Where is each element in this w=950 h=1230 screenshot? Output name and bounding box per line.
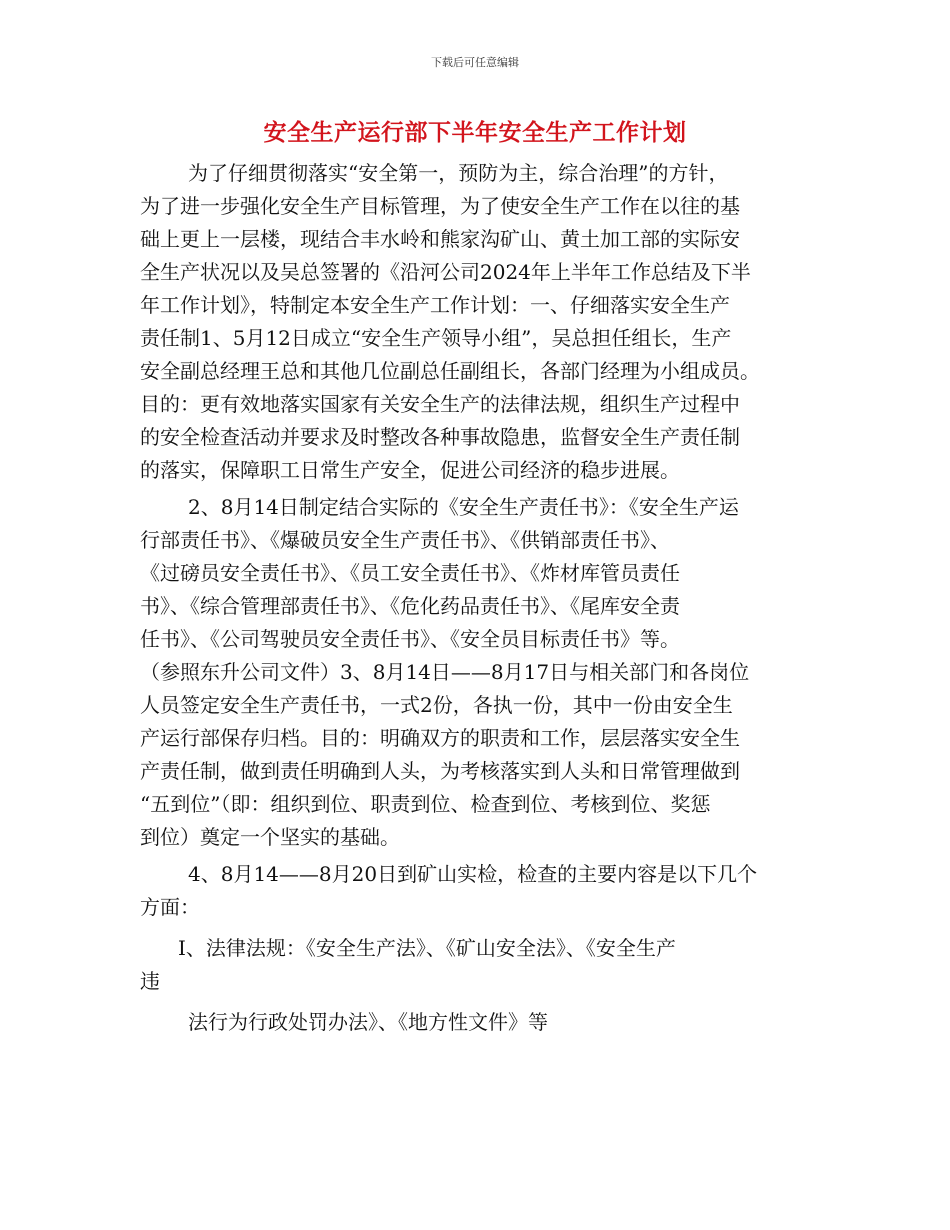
text-line: Ⅰ、法律法规：《安全生产法》、《矿山安全法》、《安全生产 [178, 936, 676, 960]
text-line: 书》、《综合管理部责任书》、《危化药品责任书》、《尾库安全责 [140, 594, 680, 618]
text-line: 为了仔细贯彻落实“安全第一，预防为主，综合治理”的方针， [188, 161, 729, 185]
text-line: 为了进一步强化安全生产目标管理，为了使安全生产工作在以往的基 [140, 194, 740, 218]
text-line: 全生产状况以及吴总签署的《沿河公司2024年上半年工作总结及下半 [140, 260, 751, 284]
text-line: 的安全检查活动并要求及时整改各种事故隐患，监督安全生产责任制 [140, 425, 740, 449]
text-line: 的落实，保障职工日常生产安全，促进公司经济的稳步进展。 [140, 458, 680, 482]
text-line: 行部责任书》、《爆破员安全生产责任书》、《供销部责任书》、 [140, 528, 670, 552]
text-line: 目的：更有效地落实国家有关安全生产的法律法规，组织生产过程中 [140, 392, 740, 416]
header-note: 下载后可任意编辑 [431, 56, 519, 69]
text-line: 产运行部保存归档。目的：明确双方的职责和工作，层层落实安全生 [140, 726, 740, 750]
text-line: 安全副总经理王总和其他几位副总任副组长，各部门经理为小组成员。 [140, 359, 760, 383]
line-gap [140, 998, 810, 1006]
text-line: 到位）奠定一个坚实的基础。 [140, 825, 400, 849]
document-title: 安全生产运行部下半年安全生产工作计划 [263, 119, 687, 146]
text-line: （参照东升公司文件）3、8月14日——8月17日与相关部门和各岗位 [140, 660, 750, 684]
text-line: 人员签定安全生产责任书，一式2份，各执一份，其中一份由安全生 [140, 693, 733, 717]
text-line: “五到位”（即：组织到位、职责到位、检查到位、考核到位、奖惩 [140, 792, 711, 816]
text-line: 方面： [140, 895, 200, 919]
text-line: 责任制1、5月12日成立“安全生产领导小组”，吴总担任组长，生产 [140, 326, 732, 350]
text-line: 违 [140, 969, 160, 993]
text-line: 任书》、《公司驾驶员安全责任书》、《安全员目标责任书》等。 [140, 627, 680, 651]
document-body [140, 157, 810, 1039]
text-line: 《过磅员安全责任书》、《员工安全责任书》、《炸材库管员责任 [140, 561, 680, 585]
text-line: 法行为行政处罚办法》、《地方性文件》等 [188, 1010, 548, 1034]
text-line: 础上更上一层楼，现结合丰水岭和熊家沟矿山、黄土加工部的实际安 [140, 227, 740, 251]
text-line: 产责任制，做到责任明确到人头，为考核落实到人头和日常管理做到 [140, 759, 740, 783]
line-gap [140, 924, 810, 932]
text-line: 4、8月14——8月20日到矿山实检，检查的主要内容是以下几个 [188, 862, 758, 886]
text-line: 年工作计划》，特制定本安全生产工作计划：一、仔细落实安全生产 [140, 293, 730, 317]
text-line: 2、8月14日制定结合实际的《安全生产责任书》：《安全生产运 [188, 495, 739, 519]
